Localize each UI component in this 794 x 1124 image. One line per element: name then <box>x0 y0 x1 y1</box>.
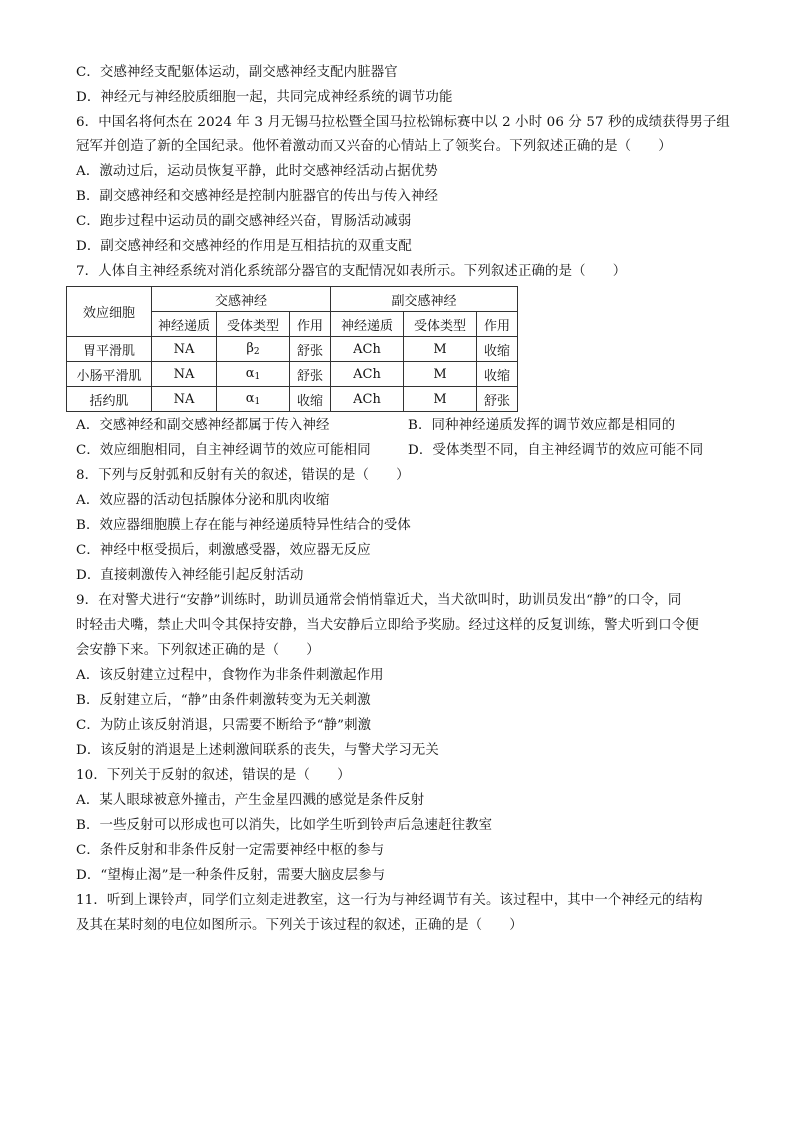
q10-option-c: C．条件反射和非条件反射一定需要神经中枢的参与 <box>76 843 385 858</box>
table-sub-header: 神经递质 <box>331 312 404 337</box>
q10-option-a: A．某人眼球被意外撞击，产生金星四溅的感觉是条件反射 <box>76 793 425 808</box>
receptor-subscript: 1 <box>254 397 261 407</box>
table-cell: 收缩 <box>477 362 518 387</box>
table-cell: 舒张 <box>477 387 518 412</box>
q7-option-b: B．同种神经递质发挥的调节效应都是相同的 <box>408 418 676 433</box>
q10-stem: 10．下列关于反射的叙述，错误的是（ ） <box>76 768 351 783</box>
q9-option-c: C．为防止该反射消退，只需要不断给予“静”刺激 <box>76 718 372 733</box>
q8-option-a: A．效应器的活动包括腺体分泌和肌肉收缩 <box>76 493 330 508</box>
q8-stem: 8．下列与反射弧和反射有关的叙述，错误的是（ ） <box>76 468 410 483</box>
q9-stem-line-1: 9．在对警犬进行“安静”训练时，助训员通常会悄悄靠近犬，当犬欲叫时，助训员发出“静”的口令，同 <box>76 593 682 608</box>
table-cell: M <box>404 387 477 412</box>
q6-stem-line-1: 6．中国名将何杰在 2024 年 3 月无锡马拉松暨全国马拉松锦标赛中以 2 小时 06 分 57 秒的成绩获得男子组 <box>76 115 730 130</box>
q9-option-b: B．反射建立后，“静”由条件刺激转变为无关刺激 <box>76 693 371 708</box>
q5-option-d: D．神经元与神经胶质细胞一起，共同完成神经系统的调节功能 <box>76 90 453 105</box>
q7-option-c: C．效应细胞相同，自主神经调节的效应可能相同 <box>76 443 371 458</box>
q6-option-b: B．副交感神经和交感神经是控制内脏器官的传出与传入神经 <box>76 189 439 204</box>
q7-stem: 7．人体自主神经系统对消化系统部分器官的支配情况如表所示。下列叙述正确的是（ ） <box>76 264 627 279</box>
q5-option-c: C．交感神经支配躯体运动，副交感神经支配内脏器官 <box>76 65 398 80</box>
table-cell: 舒张 <box>290 337 331 362</box>
table-sub-header: 作用 <box>290 312 331 337</box>
q10-option-b: B．一些反射可以形成也可以消失，比如学生听到铃声后急速赶往教室 <box>76 818 493 833</box>
table-cell: NA <box>152 337 217 362</box>
table-corner-header: 效应细胞 <box>67 287 152 337</box>
receptor-symbol: β <box>246 341 254 356</box>
table-cell: 胃平滑肌 <box>67 337 152 362</box>
receptor-symbol: α <box>245 391 255 406</box>
table-cell: 小肠平滑肌 <box>67 362 152 387</box>
table-row <box>67 362 518 387</box>
q6-option-c: C．跑步过程中运动员的副交感神经兴奋，胃肠活动减弱 <box>76 214 412 229</box>
table-cell: 收缩 <box>290 387 331 412</box>
table-group-header-parasympathetic: 副交感神经 <box>331 287 518 312</box>
table-cell: ACh <box>331 362 404 387</box>
table-cell <box>217 362 290 387</box>
table-cell: NA <box>152 362 217 387</box>
table-cell: 收缩 <box>477 337 518 362</box>
table-cell: 舒张 <box>290 362 331 387</box>
q8-option-d: D．直接刺激传入神经能引起反射活动 <box>76 568 304 583</box>
q11-stem-line-2: 及其在某时刻的电位如图所示。下列关于该过程的叙述，正确的是（ ） <box>76 918 523 933</box>
receptor-subscript: 1 <box>254 372 261 382</box>
table-group-header-sympathetic: 交感神经 <box>152 287 331 312</box>
table-sub-header: 神经递质 <box>152 312 217 337</box>
table-sub-header: 作用 <box>477 312 518 337</box>
table-sub-header: 受体类型 <box>217 312 290 337</box>
q10-option-d: D．“望梅止渴”是一种条件反射，需要大脑皮层参与 <box>76 868 386 883</box>
q9-stem-line-2: 时轻击犬嘴，禁止犬叫令其保持安静，当犬安静后立即给予奖励。经过这样的反复训练，警犬听到口令便 <box>76 618 699 633</box>
table-cell: ACh <box>331 337 404 362</box>
q7-table <box>66 286 518 412</box>
table-cell <box>217 337 290 362</box>
table-cell <box>217 387 290 412</box>
table-sub-header: 受体类型 <box>404 312 477 337</box>
table-cell: M <box>404 362 477 387</box>
q8-option-c: C．神经中枢受损后，刺激感受器，效应器无反应 <box>76 543 371 558</box>
q6-option-a: A．激动过后，运动员恢复平静，此时交感神经活动占据优势 <box>76 164 438 179</box>
receptor-subscript: 2 <box>253 347 260 357</box>
table-cell: M <box>404 337 477 362</box>
table-row <box>67 337 518 362</box>
receptor-symbol: α <box>245 366 255 381</box>
q7-option-a: A．交感神经和副交感神经都属于传入神经 <box>76 418 330 433</box>
table-cell: NA <box>152 387 217 412</box>
table-cell: 括约肌 <box>67 387 152 412</box>
q6-stem-line-2: 冠军并创造了新的全国纪录。他怀着激动而又兴奋的心情站上了领奖台。下列叙述正确的是（ ） <box>76 139 672 154</box>
table-cell: ACh <box>331 387 404 412</box>
q6-option-d: D．副交感神经和交感神经的作用是互相拮抗的双重支配 <box>76 239 412 254</box>
q9-option-a: A．该反射建立过程中，食物作为非条件刺激起作用 <box>76 668 384 683</box>
q9-stem-line-3: 会安静下来。下列叙述正确的是（ ） <box>76 643 320 658</box>
q11-stem-line-1: 11．听到上课铃声，同学们立刻走进教室，这一行为与神经调节有关。该过程中，其中一个神经元的结构 <box>76 893 703 908</box>
q7-option-d: D．受体类型不同，自主神经调节的效应可能不同 <box>408 443 704 458</box>
table-row <box>67 387 518 412</box>
q9-option-d: D．该反射的消退是上述刺激间联系的丧失，与警犬学习无关 <box>76 743 439 758</box>
q8-option-b: B．效应器细胞膜上存在能与神经递质特异性结合的受体 <box>76 518 411 533</box>
